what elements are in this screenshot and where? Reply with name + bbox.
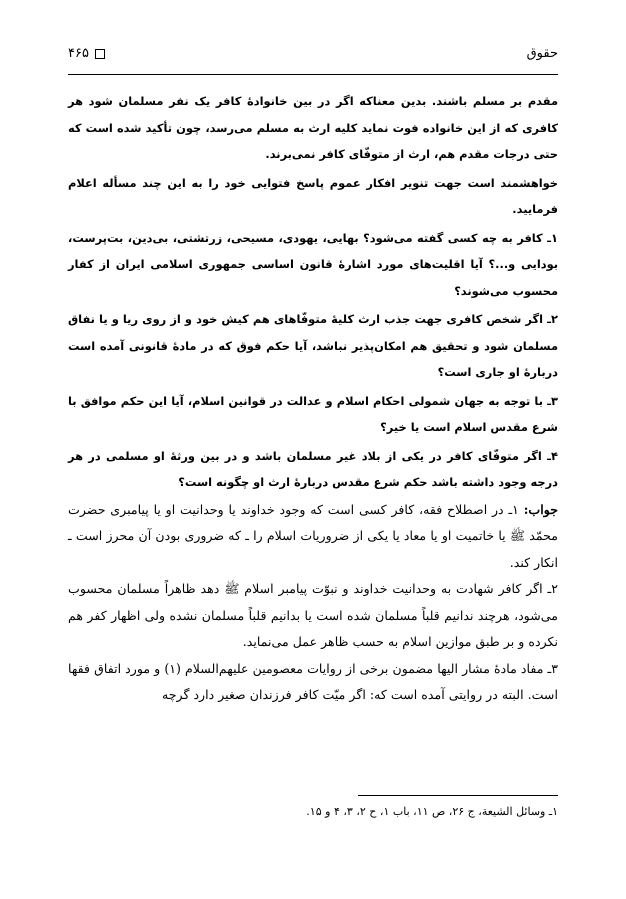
header-rule bbox=[68, 74, 558, 75]
page-body bbox=[68, 88, 558, 709]
question-intro-paragraph: خواهشمند است جهت تنویر افکار عموم پاسخ فتوایی خود را به این چند مسأله اعلام فرمایید. bbox=[68, 175, 558, 216]
footnote-rule bbox=[358, 795, 558, 796]
page-number: ۴۶۵ bbox=[68, 46, 89, 61]
question-item: ۱ـ کافر به چه کسی گفته می‌شود؟ بهایی، یهودی، مسیحی، زرتشتی، بی‌دین، بت‌پرست، بودایی و...؟ آیا اقلیت‌های مورد اشارهٔ قانون اساسی جمهوری اسلامی ایران از کفار محسوب می‌شوند؟ bbox=[68, 230, 558, 298]
answer-section bbox=[68, 497, 558, 709]
answer-item-text: ۱ـ در اصطلاح فقه، کافر کسی است که وجود خداوند یا وحدانیت او یا پیامبری حضرت محمّد ﷺ یا خاتمیت او یا معاد یا یکی از ضروریات اسلام را ـ که ضروری بودن آن محرز است ـ انکار کند. bbox=[68, 501, 558, 570]
answer-item: ۳ـ مفاد مادهٔ مشار الیها مضمون برخی از روایات معصومین علیهم‌السلام (۱) و مورد اتفاق فقها است. البته در روایتی آمده است که: اگر میّت کافر فرزندان صغیر دارد گرچه bbox=[68, 660, 559, 702]
footnote: ۱ـ وسائل الشیعة، ج ۲۶، ص ۱۱، باب ۱، ح ۲، ۳، ۴ و ۱۵. bbox=[306, 805, 558, 818]
question-item: ۳ـ با توجه به جهان شمولی احکام اسلام و عدالت در قوانین اسلام، آیا این حکم موافق با شرع مقدس اسلام است یا خیر؟ bbox=[68, 393, 558, 434]
page-number-block bbox=[68, 46, 105, 61]
page-header bbox=[68, 36, 558, 74]
answer-label: جواب: bbox=[523, 501, 558, 517]
answer-item bbox=[68, 497, 558, 577]
question-item: ۴ـ اگر متوفّای کافر در یکی از بلاد غیر مسلمان باشد و در بین ورثهٔ او مسلمی در هر درجه وجود داشته باشد حکم شرع مقدس دربارهٔ ارث او چگونه است؟ bbox=[68, 448, 558, 489]
square-icon bbox=[95, 49, 105, 59]
running-title: حقوق bbox=[526, 46, 558, 61]
question-intro-paragraph: مقدم بر مسلم باشند. بدین معناکه اگر در بین خانوادهٔ کافر یک نفر مسلمان شود هر کافری که از این خانواده فوت نماید کلیه ارث به مسلم می‌رسد، چون تأکید شده است که حتی درجات مقدم هم، ارث از متوفّای کافر نمی‌برند. bbox=[68, 94, 558, 161]
question-item: ۲ـ اگر شخص کافری جهت جذب ارث کلیهٔ متوفّاهای هم کیش خود و از روی ریا و یا نفاق مسلمان شود و تحقیق هم امکان‌پذیر نباشد، آیا حکم فوق که در مادهٔ قانونی آمده است دربارهٔ او جاری است؟ bbox=[68, 312, 558, 379]
answer-item: ۲ـ اگر کافر شهادت به وحدانیت خداوند و نبوّت پیامبر اسلام ﷺ دهد ظاهراً مسلمان محسوب می‌شود، هرچند ندانیم قلباً مسلمان شده است یا بدانیم قلباً مسلمان نشده ولی اظهار کفر هم نکرده و بر طبق موازین اسلام به حسب ظاهر عمل می‌نماید. bbox=[68, 581, 558, 649]
question-section bbox=[68, 88, 558, 496]
